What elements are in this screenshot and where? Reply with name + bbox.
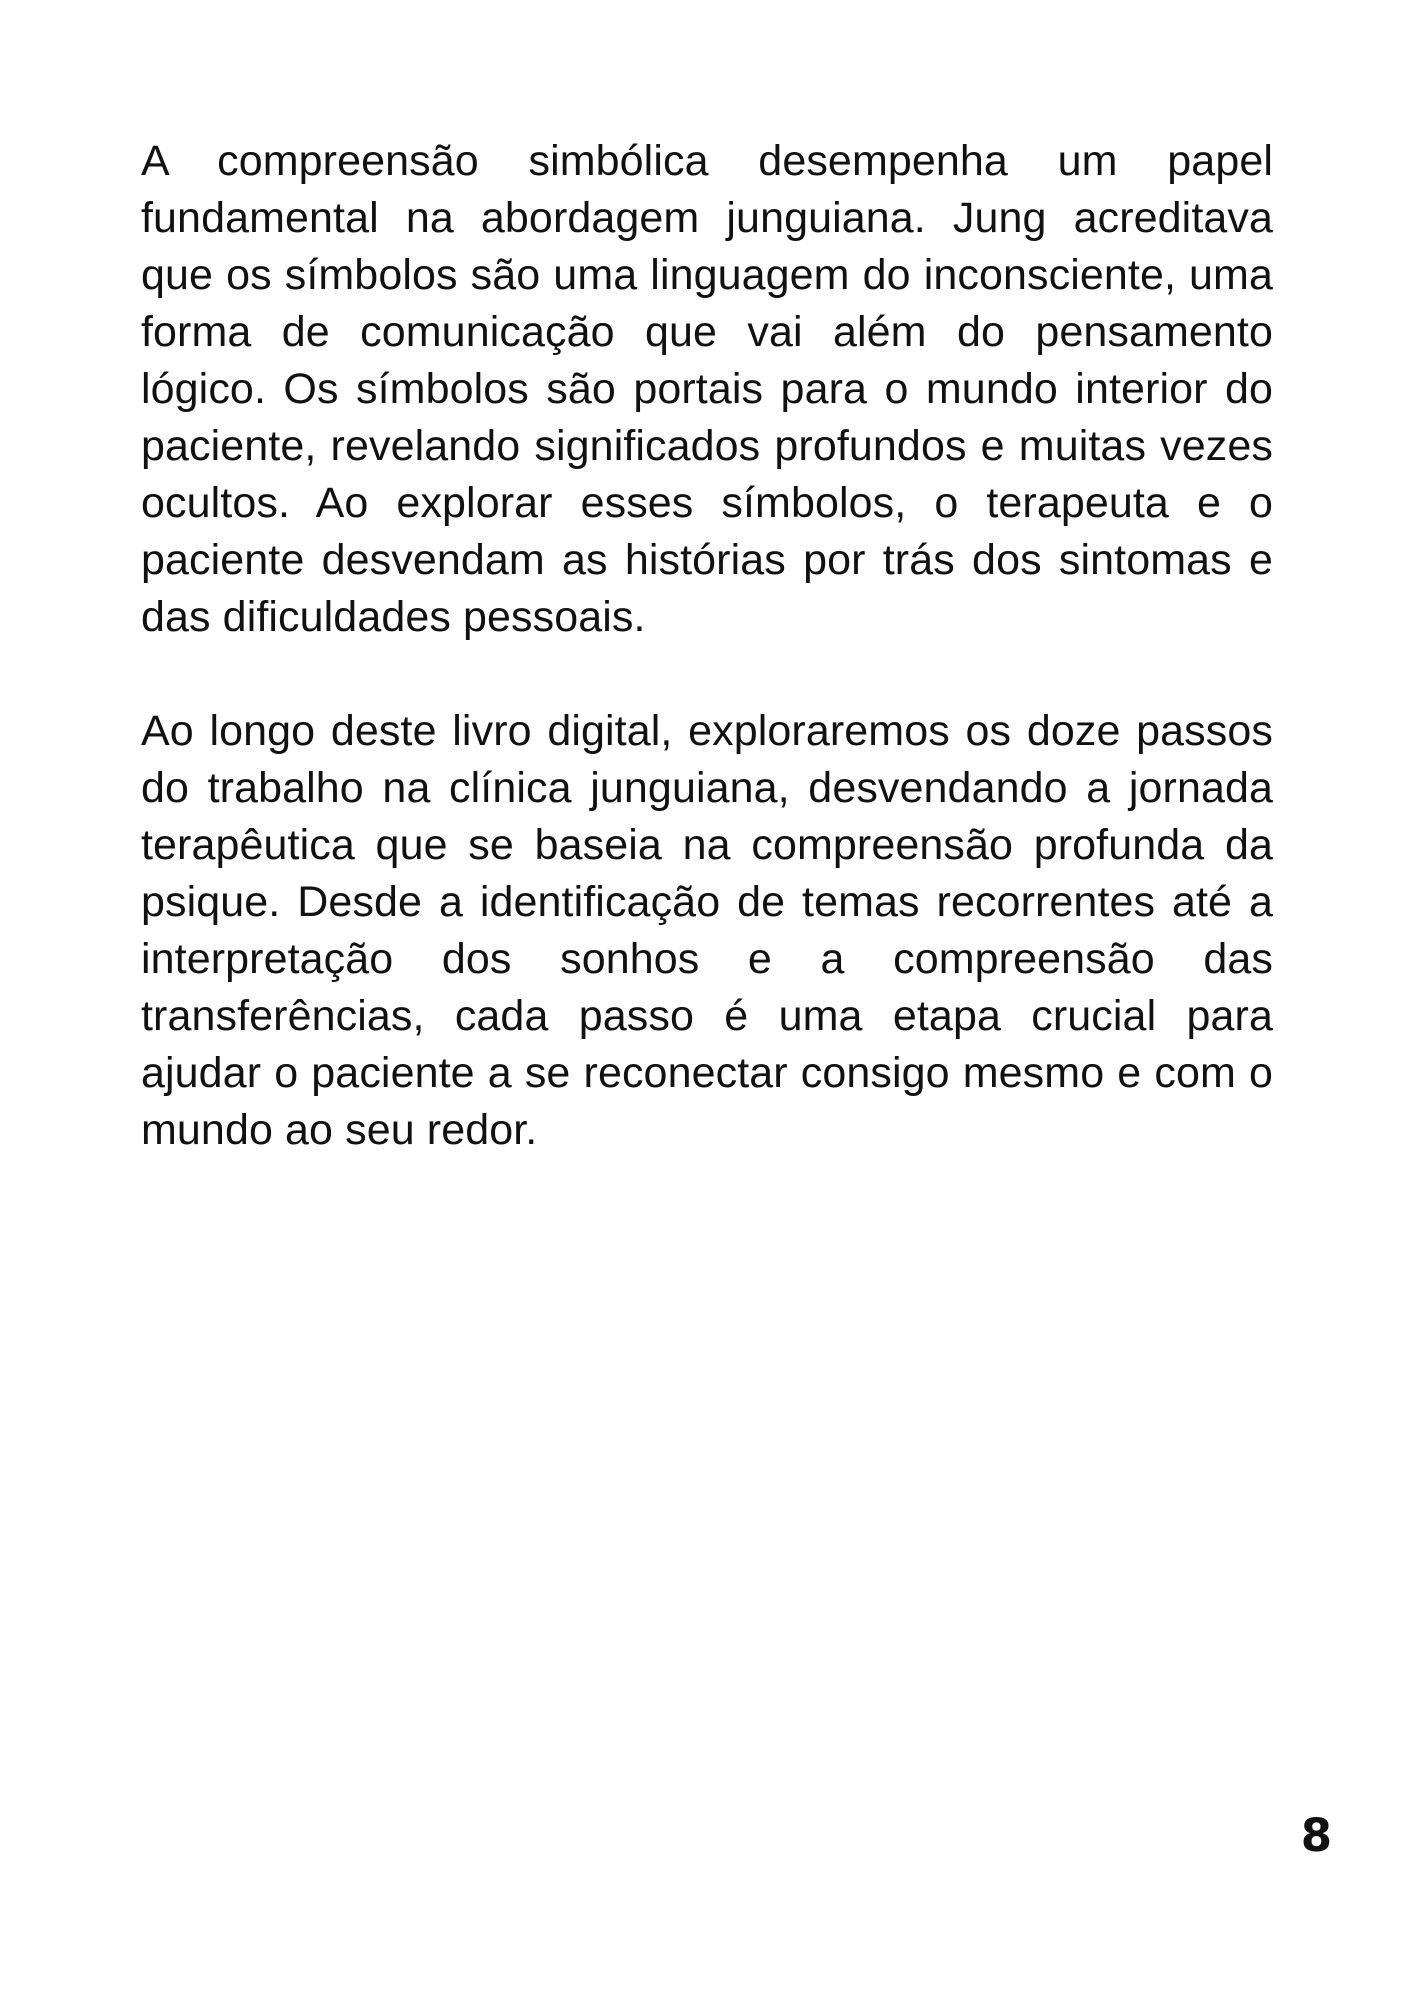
paragraph-twelve-steps: Ao longo deste livro digital, exploraremos os doze passos do trabalho na clínica junguiana, desvendando a jornada terapêutica que se baseia na compreensão profunda da psique. Desde a identificação de temas recorrentes até a interpretação dos sonhos e a compreensão das transferências, cada passo é uma etapa crucial para ajudar o paciente a se reconectar consigo mesmo e com o mundo ao seu redor. (141, 707, 1273, 1154)
paragraph-symbolic-understanding: A compreensão simbólica desempenha um papel fundamental na abordagem junguiana. Jung acreditava que os símbolos são uma linguagem do inconsciente, uma forma de comunicação que vai além do pensamento lógico. Os símbolos são portais para o mundo interior do paciente, revelando significados profundos e muitas vezes ocultos. Ao explorar esses símbolos, o terapeuta e o paciente desvendam as histórias por trás dos sintomas e das dificuldades pessoais. (141, 137, 1273, 641)
body-text (141, 133, 1273, 1159)
page-number: 8 (1300, 1809, 1332, 1862)
